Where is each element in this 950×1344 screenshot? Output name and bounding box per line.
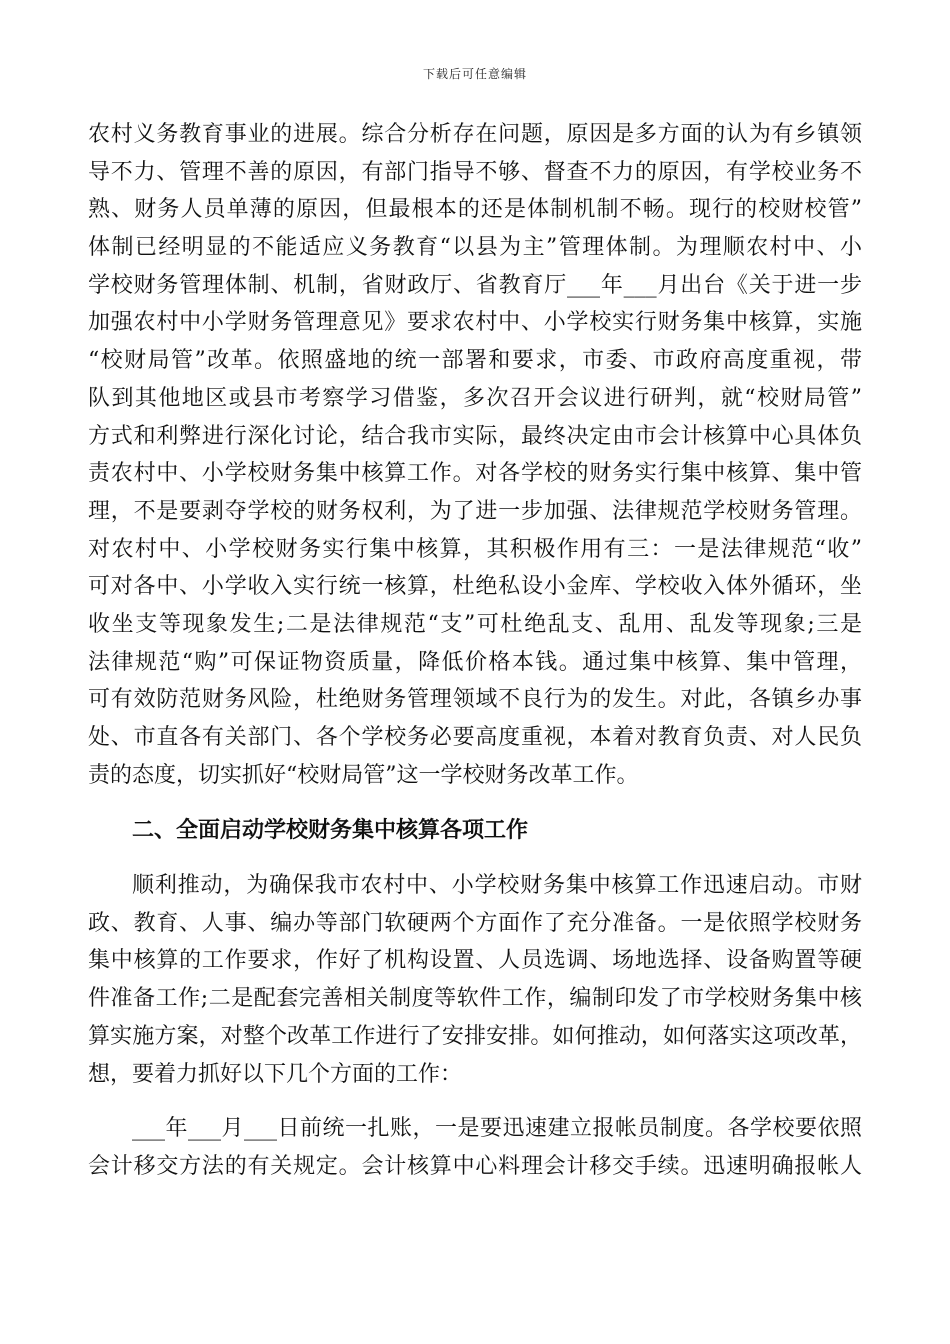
text-line: 件准备工作;二是配套完善相关制度等软件工作，编制印发了市学校财务集中核: [88, 986, 862, 1012]
text-line: 理，不是要剥夺学校的财务权利，为了进一步加强、法律规范学校财务管理。: [88, 498, 862, 524]
text-line: 处、市直各有关部门、各个学校务必要高度重视，本着对教育负责、对人民负: [88, 725, 862, 750]
text-line: 法律规范“购”可保证物资质量，降低价格本钱。通过集中核算、集中管理，: [88, 649, 862, 675]
text-line: ___年___月___日前统一扎账，一是要迅速建立报帐员制度。各学校要依照: [132, 1116, 862, 1142]
text-line: 算实施方案，对整个改革工作进行了安排安排。如何推动，如何落实这项改革，: [88, 1023, 862, 1049]
page-header: 下载后可任意编辑: [422, 67, 527, 81]
paragraph-2: [88, 867, 862, 1093]
text-line: 熟、财务人员单薄的原因，但最根本的还是体制机制不畅。现行的校财校管”: [88, 197, 862, 223]
text-line: 责的态度，切实抓好“校财局管”这一学校财务改革工作。: [88, 762, 639, 788]
text-line: 学校财务管理体制、机制，省财政厅、省教育厅___年___月出台《关于进一步: [88, 272, 862, 298]
text-line: 想，要着力抓好以下几个方面的工作：: [88, 1061, 463, 1087]
text-line: 会计移交方法的有关规定。会计核算中心料理会计移交手续。迅速明确报帐人: [88, 1153, 862, 1179]
text-line: 可有效防范财务风险，杜绝财务管理领域不良行为的发生。对此，各镇乡办事: [88, 687, 862, 713]
text-line: 政、教育、人事、编办等部门软硬两个方面作了充分准备。一是依照学校财务: [88, 910, 862, 936]
text-line: 导不力、管理不善的原因，有部门指导不够、督查不力的原因，有学校业务不: [88, 159, 862, 185]
text-line: 集中核算的工作要求，作好了机构设置、人员选调、场地选择、设备购置等硬: [88, 948, 862, 974]
text-line: 对农村中、小学校财务实行集中核算，其积极作用有三：一是法律规范“收”: [88, 536, 862, 562]
section-heading: 二、全面启动学校财务集中核算各项工作: [132, 818, 529, 844]
text-line: 顺利推动，为确保我市农村中、小学校财务集中核算工作迅速启动。市财: [132, 873, 862, 899]
text-line: 可对各中、小学收入实行统一核算，杜绝私设小金库、学校收入体外循环，坐: [88, 574, 862, 600]
text-line: 体制已经明显的不能适应义务教育“以县为主”管理体制。为理顺农村中、小: [88, 235, 862, 261]
text-line: 农村义务教育事业的进展。综合分析存在问题，原因是多方面的认为有乡镇领: [88, 122, 862, 147]
text-line: 收坐支等现象发生;二是法律规范“支”可杜绝乱支、乱用、乱发等现象;三是: [88, 611, 862, 637]
text-line: 加强农村中小学财务管理意见》要求农村中、小学校实行财务集中核算，实施: [88, 310, 862, 336]
paragraph-1: [88, 116, 862, 794]
text-line: “校财局管”改革。依照盛地的统一部署和要求，市委、市政府高度重视，带: [88, 348, 862, 374]
text-line: 方式和利弊进行深化讨论，结合我市实际，最终决定由市会计核算中心具体负: [88, 423, 862, 449]
text-line: 责农村中、小学校财务集中核算工作。对各学校的财务实行集中核算、集中管: [88, 461, 862, 487]
paragraph-3: [88, 1110, 862, 1185]
document-body: [88, 116, 862, 1186]
text-line: 队到其他地区或县市考察学习借鉴，多次召开会议进行研判，就“校财局管”: [88, 385, 862, 411]
